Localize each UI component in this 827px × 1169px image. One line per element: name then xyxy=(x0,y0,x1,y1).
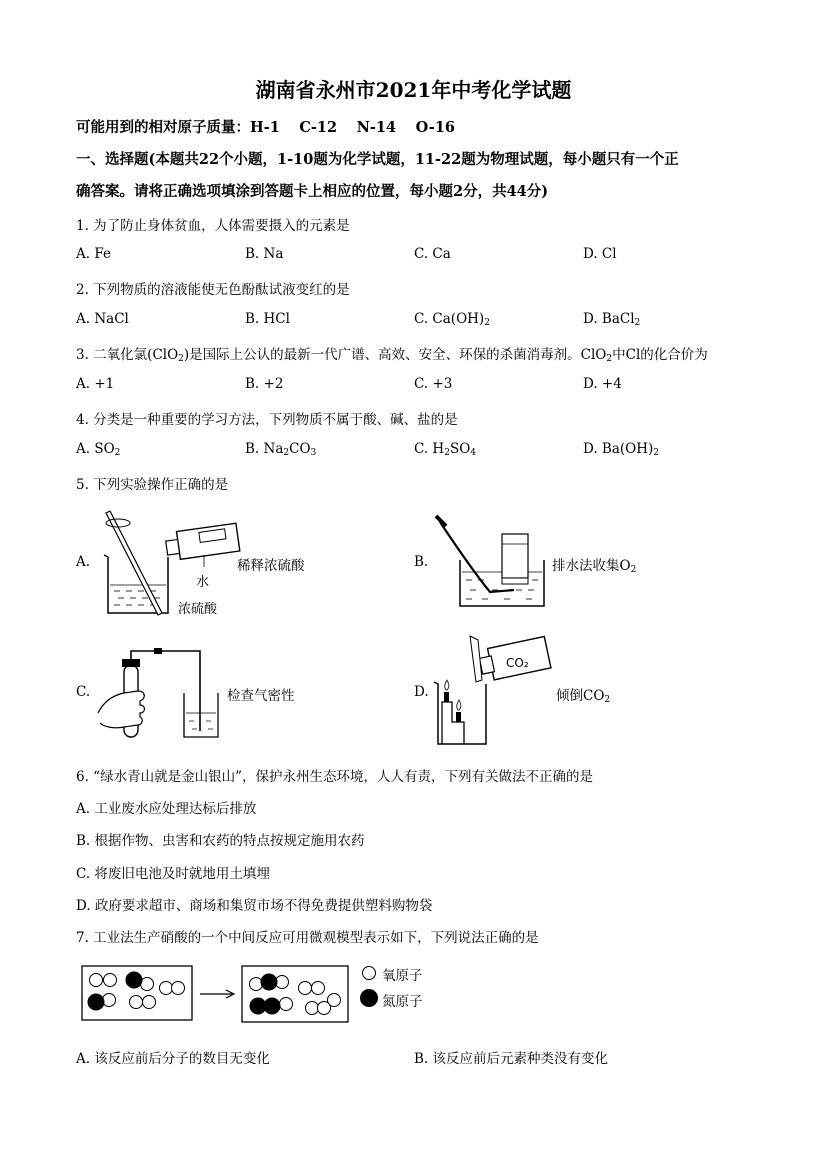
q4-option-d xyxy=(583,441,659,458)
q1-option-b: B. Na xyxy=(245,246,284,262)
q5-fig-b-letter: B. xyxy=(414,554,429,570)
q5-fig-d-letter: D. xyxy=(414,684,429,700)
fig-b-caption xyxy=(552,554,636,575)
fig-b-caption-text: 排水法收集O xyxy=(552,558,631,574)
q3-option-b: B. +2 xyxy=(245,376,284,392)
q4-option-d-sub: 2 xyxy=(653,448,660,458)
fig-d-caption-text: 倾倒CO xyxy=(556,688,605,704)
fig-d-caption-sub: 2 xyxy=(604,695,611,705)
q4-option-b xyxy=(245,441,316,458)
q7-stem: 7. 工业法生产硝酸的一个中间反应可用微观模型表示如下，下列说法正确的是 xyxy=(76,930,539,946)
q4-option-a-sub: 2 xyxy=(114,448,121,458)
fig-b-caption-sub: 2 xyxy=(630,565,637,575)
q2-option-d-text: D. BaCl xyxy=(583,311,635,327)
fig-c-caption: 检查气密性 xyxy=(227,688,295,704)
fig-collect-oxygen-diagram xyxy=(432,510,552,610)
nitrogen-atom-icon xyxy=(361,990,378,1007)
q3-stem-part3: 中Cl的化合价为 xyxy=(612,347,708,363)
q4-option-c-sub1: 2 xyxy=(444,448,450,458)
fig-d-bottle-label: CO₂ xyxy=(506,656,529,670)
q4-option-a xyxy=(76,441,120,458)
q3-stem-sub2: 2 xyxy=(606,354,613,364)
q7-option-b: B. 该反应前后元素种类没有变化 xyxy=(414,1051,609,1067)
q4-option-c xyxy=(414,441,476,458)
q4-option-c-text2: SO xyxy=(449,441,471,457)
q2-option-c-text: C. Ca(OH) xyxy=(414,311,485,327)
q2-option-c xyxy=(414,311,490,328)
fig-a-caption: 稀释浓硫酸 xyxy=(237,558,305,574)
q2-option-c-sub: 2 xyxy=(484,318,490,328)
q1-stem: 1. 为了防止身体贫血，人体需要摄入的元素是 xyxy=(76,218,350,234)
q1-option-d: D. Cl xyxy=(583,246,617,262)
q2-option-a: A. NaCl xyxy=(76,311,129,327)
q4-stem: 4. 分类是一种重要的学习方法，下列物质不属于酸、碱、盐的是 xyxy=(76,412,458,428)
fig-dilute-acid-diagram xyxy=(100,505,250,620)
section-header-line2: 确答案。请将正确选项填涂到答题卡上相应的位置，每小题2分，共44分) xyxy=(76,183,549,200)
q6-stem: 6. “绿水青山就是金山银山”，保护永州生态环境，人人有责，下列有关做法不正确的是 xyxy=(76,769,593,785)
q3-stem-part1: 3. 二氧化氯(ClO xyxy=(76,347,179,363)
q3-stem-sub1: 2 xyxy=(178,354,184,364)
q3-option-d: D. +4 xyxy=(583,376,622,392)
q4-option-d-text: D. Ba(OH) xyxy=(583,441,654,457)
q3-stem xyxy=(76,343,708,364)
q1-option-a: A. Fe xyxy=(76,246,111,262)
q6-option-a: A. 工业废水应处理达标后排放 xyxy=(76,801,257,817)
q6-option-b: B. 根据作物、虫害和农药的特点按规定施用农药 xyxy=(76,833,365,849)
legend-nitrogen: 氮原子 xyxy=(382,994,423,1010)
fig-airtight-diagram xyxy=(94,643,224,743)
q2-option-d xyxy=(583,311,640,328)
fig-a-water-label: 水 xyxy=(196,575,210,590)
q7-option-a: A. 该反应前后分子的数目无变化 xyxy=(76,1051,270,1067)
fig-a-acid-label: 浓硫酸 xyxy=(178,602,218,617)
q2-option-b: B. HCl xyxy=(245,311,290,327)
q4-option-b-sub2: 3 xyxy=(310,448,317,458)
q2-stem: 2. 下列物质的溶液能使无色酚酞试液变红的是 xyxy=(76,282,350,298)
q4-option-b-text2: CO xyxy=(289,441,311,457)
q3-stem-part2: )是国际上公认的最新一代广谱、高效、安全、环保的杀菌消毒剂。ClO xyxy=(183,347,607,363)
q6-option-c: C. 将废旧电池及时就地用土填埋 xyxy=(76,866,270,882)
q4-option-b-sub1: 2 xyxy=(283,448,290,458)
q6-option-d: D. 政府要求超市、商场和集贸市场不得免费提供塑料购物袋 xyxy=(76,898,433,914)
q5-fig-c-letter: C. xyxy=(76,684,91,700)
q4-option-a-text: A. SO xyxy=(76,441,115,457)
q5-fig-a-letter: A. xyxy=(76,554,91,570)
fig-molecule-model xyxy=(80,962,360,1026)
q4-option-b-text1: B. Na xyxy=(245,441,284,457)
fig-legend-symbols xyxy=(360,964,380,1010)
q5-stem: 5. 下列实验操作正确的是 xyxy=(76,477,229,493)
q3-option-c: C. +3 xyxy=(414,376,453,392)
section-header-line1: 一、选择题(本题共22个小题，1-10题为化学试题，11-22题为物理试题，每小题只有一个正 xyxy=(76,151,679,168)
q1-option-c: C. Ca xyxy=(414,246,451,262)
q4-option-c-sub2: 4 xyxy=(470,448,477,458)
page-title: 湖南省永州市2021年中考化学试题 xyxy=(255,78,572,102)
fig-d-caption xyxy=(556,684,610,705)
q2-option-d-sub: 2 xyxy=(634,318,641,328)
legend-oxygen: 氧原子 xyxy=(382,968,423,984)
atomic-masses: 可能用到的相对原子质量：H-1 C-12 N-14 O-16 xyxy=(76,119,455,136)
fig-pour-co2-diagram xyxy=(430,632,555,750)
oxygen-atom-icon xyxy=(363,967,376,980)
q4-option-c-text1: C. H xyxy=(414,441,445,457)
q3-option-a: A. +1 xyxy=(76,376,115,392)
